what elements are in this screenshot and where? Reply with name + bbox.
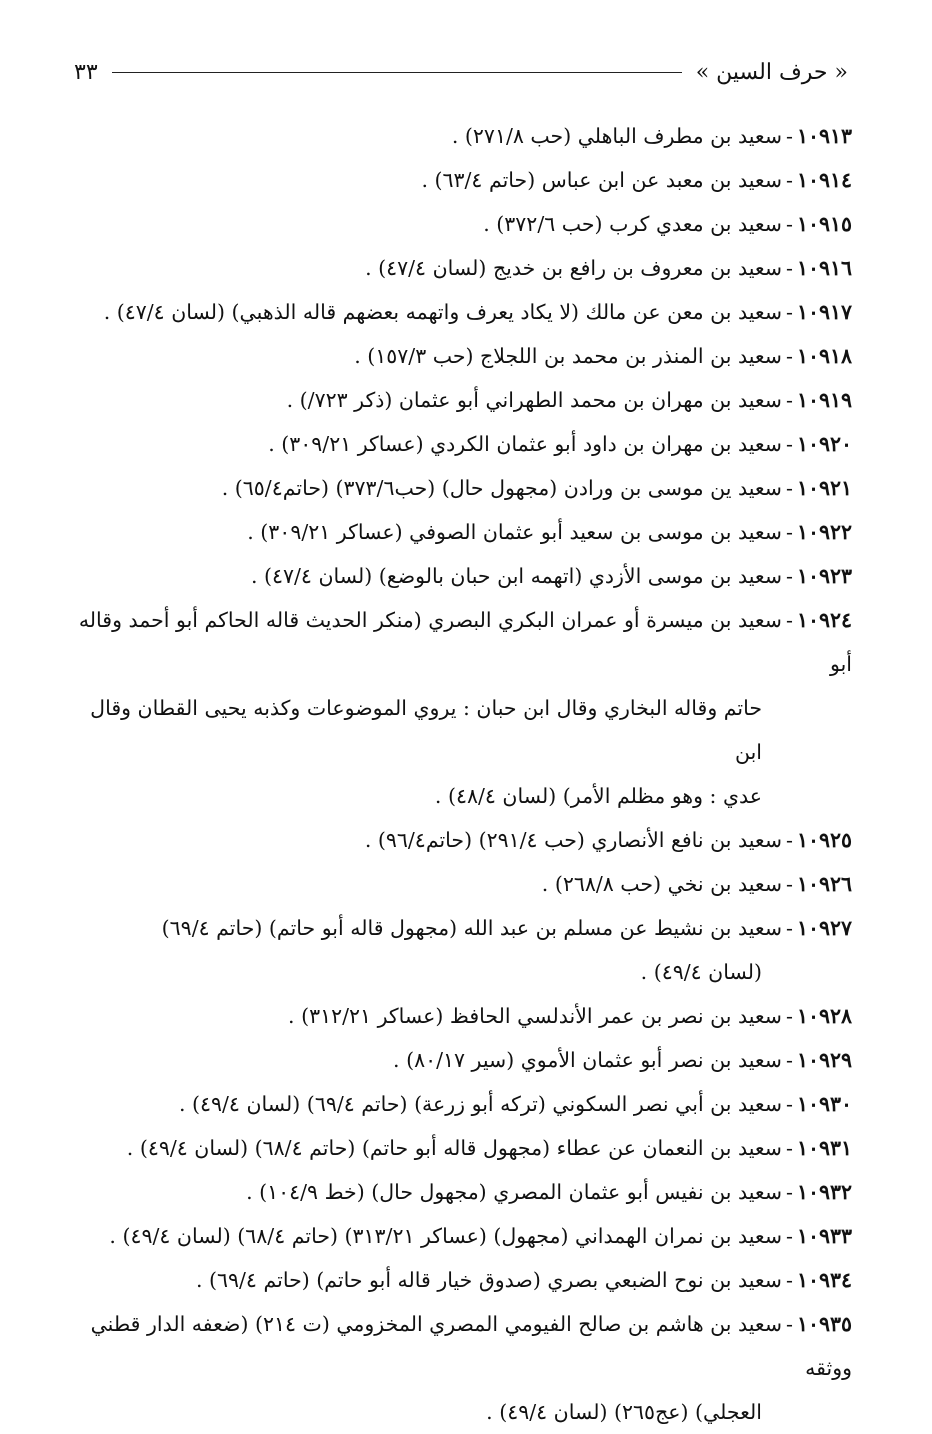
entry-dash: - — [786, 168, 793, 192]
entry-number: ١٠٩٢٧ — [796, 916, 852, 940]
entry-line — [66, 1302, 852, 1390]
entry-line — [66, 246, 852, 290]
entry-dash: - — [786, 1004, 793, 1028]
entry-line — [66, 158, 852, 202]
entry-line — [66, 422, 852, 466]
entry-line — [66, 1038, 852, 1082]
entry-dash: - — [786, 476, 793, 500]
entry-text: سعيد بن هاشم بن صالح الفيومي المصري المخزومي (ت ٢١٤) (ضعفه الدار قطني ووثقه — [90, 1312, 852, 1380]
entry-number: ١٠٩٣٠ — [796, 1092, 852, 1116]
entry-dash: - — [786, 300, 793, 324]
entry-text: سعيد بن نخي (حب ٢٦٨/٨) . — [541, 872, 782, 896]
entry — [66, 422, 852, 466]
entry — [66, 378, 852, 422]
entry — [66, 598, 852, 818]
entry-number: ١٠٩٢٦ — [796, 872, 852, 896]
entry — [66, 1170, 852, 1214]
entry — [66, 510, 852, 554]
entry-number: ١٠٩٢٤ — [796, 608, 852, 632]
entry-line — [66, 906, 852, 950]
entry-number: ١٠٩٣٤ — [796, 1268, 852, 1292]
entry-dash: - — [786, 1312, 793, 1336]
entry-number: ١٠٩٣١ — [796, 1136, 852, 1160]
entry-text: سعيد بن نصر بن عمر الأندلسي الحافظ (عساكر ٣١٢/٢١) . — [288, 1004, 782, 1028]
entry — [66, 554, 852, 598]
entry-number: ١٠٩٢٢ — [796, 520, 852, 544]
entry-number: ١٠٩١٦ — [796, 256, 852, 280]
entry-line — [66, 1082, 852, 1126]
entry-line — [66, 1170, 852, 1214]
entry-number: ١٠٩١٣ — [796, 124, 852, 148]
entry-text: سعيد بن معروف بن رافع بن خديج (لسان ٤٧/٤) . — [365, 256, 782, 280]
chapter-title: « حرف السين » — [695, 59, 848, 85]
entry-text: سعيد بن أبي نصر السكوني (تركه أبو زرعة) (حاتم ٦٩/٤) (لسان ٤٩/٤) . — [178, 1092, 782, 1116]
entry-dash: - — [786, 828, 793, 852]
entry-line — [66, 466, 852, 510]
entry-text: سعيد بن نمران الهمداني (مجهول) (عساكر ٣١٣/٢١) (حاتم ٦٨/٤) (لسان ٤٩/٤) . — [109, 1224, 782, 1248]
entry-dash: - — [786, 388, 793, 412]
entry — [66, 1082, 852, 1126]
entry-number: ١٠٩١٧ — [796, 300, 852, 324]
entry-number: ١٠٩٢٩ — [796, 1048, 852, 1072]
entry-number: ١٠٩١٤ — [796, 168, 852, 192]
entry-number: ١٠٩٢٥ — [796, 828, 852, 852]
entry — [66, 158, 852, 202]
entry-number: ١٠٩١٩ — [796, 388, 852, 412]
entry — [66, 246, 852, 290]
entry-line — [66, 202, 852, 246]
entry-text: سعيد بن نفيس أبو عثمان المصري (مجهول حال) (خط ١٠٤/٩) . — [246, 1180, 782, 1204]
entry-continuation: العجلي) (عج٢٦٥) (لسان ٤٩/٤) . — [486, 1400, 762, 1424]
entry-dash: - — [786, 520, 793, 544]
entry-text: سعيد بن نشيط عن مسلم بن عبد الله (مجهول قاله أبو حاتم) (حاتم ٦٩/٤) — [161, 916, 782, 940]
entry-text: سعيد بن موسى بن سعيد أبو عثمان الصوفي (عساكر ٣٠٩/٢١) . — [247, 520, 782, 544]
entry-dash: - — [786, 1180, 793, 1204]
entry-text: سعيد بن معن عن مالك (لا يكاد يعرف واتهمه بعضهم قاله الذهبي) (لسان ٤٧/٤) . — [103, 300, 782, 324]
entry — [66, 1258, 852, 1302]
entry — [66, 1038, 852, 1082]
entry — [66, 114, 852, 158]
entry-dash: - — [786, 432, 793, 456]
entry — [66, 862, 852, 906]
entry-dash: - — [786, 872, 793, 896]
entry-continuation: حاتم وقاله البخاري وقال ابن حبان : يروي الموضوعات وكذبه يحيى القطان وقال ابن — [90, 696, 762, 764]
entry — [66, 906, 852, 994]
entry-line — [66, 1126, 852, 1170]
entry-number: ١٠٩٢١ — [796, 476, 852, 500]
entry-dash: - — [786, 564, 793, 588]
entry-line — [66, 554, 852, 598]
entry-text: سعيد بن النعمان عن عطاء (مجهول قاله أبو حاتم) (حاتم ٦٨/٤) (لسان ٤٩/٤) . — [126, 1136, 782, 1160]
entry-text: سعيد بن نافع الأنصاري (حب ٢٩١/٤) (حاتم٩٦/٤) . — [364, 828, 782, 852]
entry-continuation: عدي : وهو مظلم الأمر) (لسان ٤٨/٤) . — [434, 784, 762, 808]
entry-number: ١٠٩١٨ — [796, 344, 852, 368]
entry-text: سعيد بن مهران بن داود أبو عثمان الكردي (عساكر ٣٠٩/٢١) . — [268, 432, 782, 456]
entry-number: ١٠٩١٥ — [796, 212, 852, 236]
header-rule — [112, 72, 682, 73]
entry-dash: - — [786, 1224, 793, 1248]
entry-line — [66, 290, 852, 334]
entry-dash: - — [786, 916, 793, 940]
entry-continuation: (لسان ٤٩/٤) . — [640, 960, 762, 984]
entry-number: ١٠٩٣٥ — [796, 1312, 852, 1336]
entry — [66, 1302, 852, 1434]
entry-line — [66, 598, 852, 686]
entry-line — [66, 994, 852, 1038]
entry-line — [66, 1214, 852, 1258]
entry — [66, 994, 852, 1038]
entry-text: سعيد ين موسى بن ورادن (مجهول حال) (حب٣٧٣/٦) (حاتم٦٥/٤) . — [221, 476, 782, 500]
entry-line — [66, 114, 852, 158]
entry-text: سعيد بن مطرف الباهلي (حب ٢٧١/٨) . — [451, 124, 782, 148]
entry-text: سعيد بن المنذر بن محمد بن اللجلاج (حب ١٥٧/٣) . — [354, 344, 782, 368]
entry-text: سعيد بن مهران بن محمد الطهراني أبو عثمان (ذكر ٧٢٣/) . — [286, 388, 782, 412]
entry-number: ١٠٩٣٣ — [796, 1224, 852, 1248]
entry-number: ١٠٩٢٣ — [796, 564, 852, 588]
entry-text: سعيد بن ميسرة أو عمران البكري البصري (منكر الحديث قاله الحاكم أبو أحمد وقاله أبو — [78, 608, 852, 676]
entry-list — [66, 114, 852, 1434]
page-number: ٣٣ — [74, 59, 98, 85]
entry — [66, 1126, 852, 1170]
entry-dash: - — [786, 344, 793, 368]
entry-dash: - — [786, 1048, 793, 1072]
entry-dash: - — [786, 1092, 793, 1116]
entry-text: سعيد بن نوح الضبعي بصري (صدوق خيار قاله أبو حاتم) (حاتم ٦٩/٤) . — [195, 1268, 782, 1292]
entry — [66, 202, 852, 246]
entry-text: سعيد بن موسى الأزدي (اتهمه ابن حبان بالوضع) (لسان ٤٧/٤) . — [250, 564, 782, 588]
entry — [66, 466, 852, 510]
entry — [66, 1214, 852, 1258]
entry-text: سعيد بن معبد عن ابن عباس (حاتم ٦٣/٤) . — [421, 168, 782, 192]
entry-line — [66, 1258, 852, 1302]
entry-dash: - — [786, 124, 793, 148]
entry-dash: - — [786, 212, 793, 236]
entry-text: سعيد بن معدي كرب (حب ٣٧٢/٦) . — [483, 212, 782, 236]
entry-dash: - — [786, 1136, 793, 1160]
entry-dash: - — [786, 1268, 793, 1292]
entry-number: ١٠٩٢٠ — [796, 432, 852, 456]
entry-line — [66, 818, 852, 862]
entry-line — [66, 378, 852, 422]
entry-line — [66, 862, 852, 906]
entry — [66, 334, 852, 378]
entry-line — [66, 334, 852, 378]
entry-number: ١٠٩٣٢ — [796, 1180, 852, 1204]
entry-text: سعيد بن نصر أبو عثمان الأموي (سير ٨٠/١٧) . — [393, 1048, 782, 1072]
page-header — [74, 52, 848, 92]
entry-line — [66, 510, 852, 554]
entry-dash: - — [786, 608, 793, 632]
entry-number: ١٠٩٢٨ — [796, 1004, 852, 1028]
entry — [66, 818, 852, 862]
entry-dash: - — [786, 256, 793, 280]
entry — [66, 290, 852, 334]
